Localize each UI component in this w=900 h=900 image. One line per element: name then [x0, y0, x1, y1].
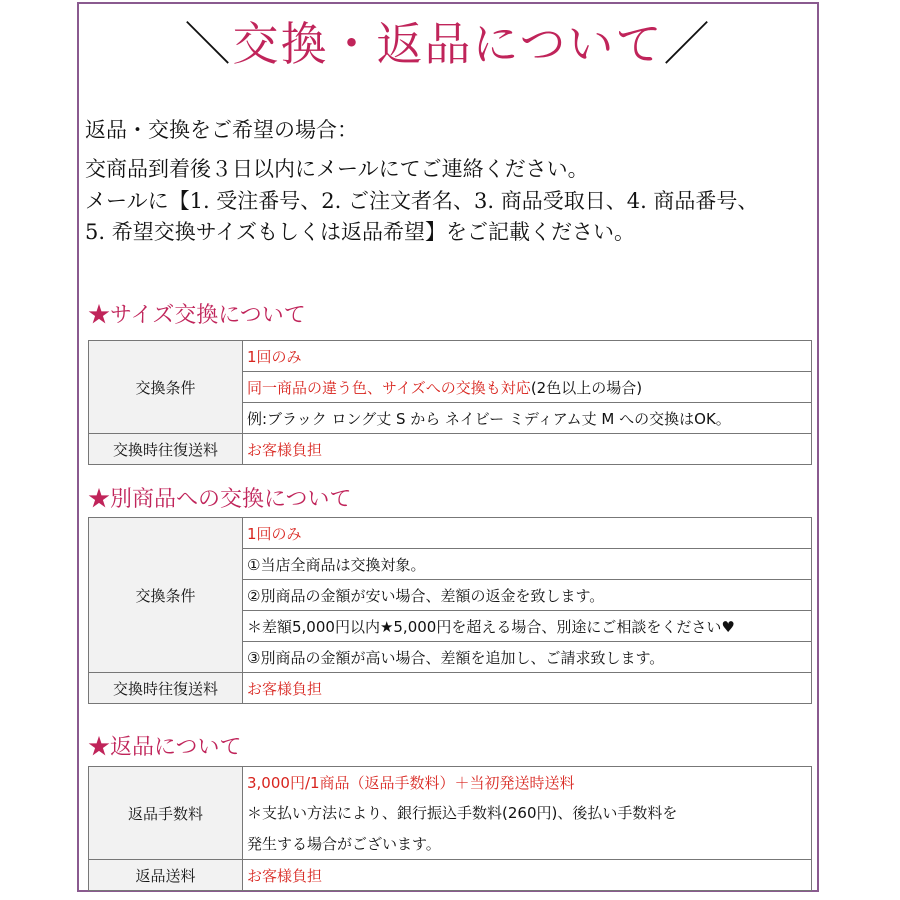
intro-line-3: メールに【1. 受注番号、2. ご注文者名、3. 商品受取日、4. 商品番号、	[85, 189, 759, 213]
intro-line-1: 返品・交換をご希望の場合：	[85, 118, 358, 142]
size-cond-1: 1回のみ	[243, 341, 812, 372]
size-cond-2-red: 同一商品の違う色、サイズへの交換も対応	[247, 378, 531, 397]
return-fee-2: ＊支払い方法により、銀行振込手数料(260円)、後払い手数料を	[243, 798, 812, 829]
intro-line-4: 5. 希望交換サイズもしくは返品希望】をご記載ください。	[85, 220, 636, 244]
size-shipping-label: 交換時往復送料	[89, 434, 243, 465]
return-fee-1: 3,000円/1商品（返品手数料）＋当初発送時送料	[243, 767, 812, 798]
other-exchange-heading: ★別商品への交換について	[88, 487, 352, 512]
size-cond-3: 例:ブラック ロング丈 S から ネイビー ミディアム丈 M への交換はOK。	[243, 403, 812, 434]
size-exchange-table	[88, 340, 812, 465]
size-exchange-heading: ★サイズ交換について	[88, 303, 306, 328]
size-shipping-value: お客様負担	[243, 434, 812, 465]
other-shipping-value: お客様負担	[243, 673, 812, 704]
size-condition-label: 交換条件	[89, 341, 243, 434]
return-fee-3: 発生する場合がございます。	[243, 828, 812, 859]
other-condition-label: 交換条件	[89, 518, 243, 673]
page-title	[77, 8, 819, 74]
other-cond-1: 1回のみ	[243, 518, 812, 549]
size-cond-2	[243, 372, 812, 403]
returns-heading: ★返品について	[88, 735, 242, 760]
other-shipping-label: 交換時往復送料	[89, 673, 243, 704]
title-left-slash: ＼	[184, 17, 233, 71]
other-exchange-table	[88, 517, 812, 704]
title-text: 交換・返品について	[232, 17, 664, 71]
other-cond-5: ③別商品の金額が高い場合、差額を追加し、ご請求致します。	[243, 642, 812, 673]
return-shipping-value: お客様負担	[243, 860, 812, 891]
other-cond-2: ①当店全商品は交換対象。	[243, 549, 812, 580]
other-cond-4: ＊差額5,000円以内★5,000円を超える場合、別途にご相談をください♥	[243, 611, 812, 642]
return-fee-label: 返品手数料	[89, 767, 243, 860]
returns-table	[88, 766, 812, 891]
size-cond-2-note: (2色以上の場合)	[530, 378, 643, 397]
intro-line-2: 交商品到着後３日以内にメールにてご連絡ください。	[85, 157, 589, 181]
return-shipping-label: 返品送料	[89, 860, 243, 891]
title-right-slash: ／	[663, 17, 712, 71]
other-cond-3: ②別商品の金額が安い場合、差額の返金を致します。	[243, 580, 812, 611]
